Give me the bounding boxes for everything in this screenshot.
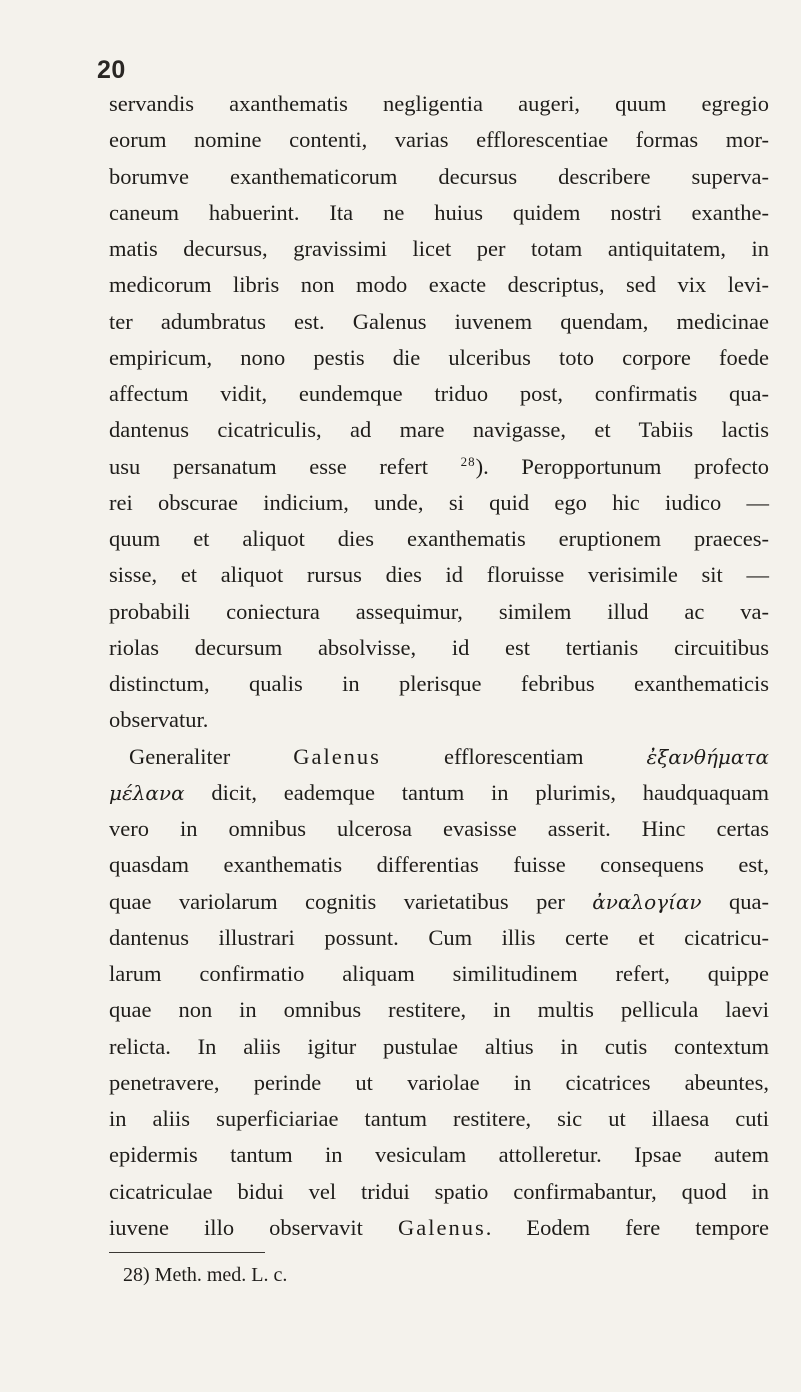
text-line xyxy=(109,775,769,811)
text-line: quum et aliquot dies exanthematis eruptionem praeces- xyxy=(109,526,769,551)
text-segment: ). Peropportunum profecto xyxy=(475,453,769,479)
paragraph-start-line xyxy=(109,739,769,775)
text-line: affectum vidit, eundemque triduo post, confirmatis qua- xyxy=(109,381,769,406)
text-line: medicorum libris non modo exacte descriptus, sed vix levi- xyxy=(109,272,769,298)
text-line: penetravere, perinde ut variolae in cicatrices abeuntes, xyxy=(109,1069,769,1095)
text-segment: efflorescentiam xyxy=(380,743,647,769)
text-line: distinctum, qualis in plerisque febribus exanthematicis xyxy=(109,671,769,696)
text-line: quasdam exanthematis differentias fuisse consequens est, xyxy=(109,852,769,878)
text-line: quae non in omnibus restitere, in multis pellicula laevi xyxy=(109,997,769,1023)
author-name: Galenus xyxy=(397,1214,486,1240)
text-line: sisse, et aliquot rursus dies id floruisse verisimile sit — xyxy=(109,562,769,588)
text-line xyxy=(109,884,769,920)
text-segment: . Eodem fere tempore xyxy=(485,1214,769,1240)
greek-term: μέλανα xyxy=(109,780,185,805)
paragraph-end-line: observatur. xyxy=(109,707,209,733)
text-segment: iuvene illo observavit xyxy=(109,1214,398,1240)
text-line: rei obscurae indicium, unde, si quid ego hic iudico — xyxy=(109,489,769,515)
text-line: servandis axanthematis negligentia augeri, quum egregio xyxy=(109,91,769,116)
text-segment: quae variolarum cognitis varietatibus per xyxy=(109,888,593,914)
text-line: vero in omnibus ulcerosa evasisse asserit. Hinc certas xyxy=(109,816,769,841)
text-line: matis decursus, gravissimi licet per totam antiquitatem, in xyxy=(109,236,769,261)
author-name: Galenus xyxy=(293,743,381,769)
text-segment: qua- xyxy=(701,888,769,914)
greek-term: ἀναλογίαν xyxy=(592,889,702,914)
footnote-divider xyxy=(109,1252,265,1253)
text-line: empiricum, nono pestis die ulceribus toto corpore foede xyxy=(109,344,769,370)
text-line: ter adumbratus est. Galenus iuvenem quendam, medicinae xyxy=(109,308,769,334)
text-line: probabili coniectura assequimur, similem illud ac va- xyxy=(109,598,769,624)
text-segment: Generaliter xyxy=(129,743,294,769)
text-line: dantenus cicatriculis, ad mare navigasse, et Tabiis lactis xyxy=(109,417,769,443)
text-line: cicatriculae bidui vel tridui spatio confirmabantur, quod in xyxy=(109,1178,769,1204)
text-line: larum confirmatio aliquam similitudinem refert, quippe xyxy=(109,961,769,986)
footnote-reference: 28 xyxy=(460,453,476,469)
footnote: 28) Meth. med. L. c. xyxy=(123,1264,288,1286)
text-segment: usu persanatum esse refert xyxy=(109,453,461,479)
text-line: caneum habuerint. Ita ne huius quidem nostri exanthe- xyxy=(109,199,769,225)
text-line: relicta. In aliis igitur pustulae altius in cutis contextum xyxy=(109,1033,769,1059)
text-line: eorum nomine contenti, varias efflorescentiae formas mor- xyxy=(109,127,769,153)
text-line: dantenus illustrari possunt. Cum illis certe et cicatricu- xyxy=(109,924,769,950)
greek-term: ἐξανθήματα xyxy=(646,744,769,769)
text-line: epidermis tantum in vesiculam attolleretur. Ipsae autem xyxy=(109,1142,769,1168)
text-line-with-footnote-ref xyxy=(109,449,769,485)
body-text xyxy=(109,86,769,1246)
page-number: 20 xyxy=(97,56,126,84)
text-line: borumve exanthematicorum decursus describere superva- xyxy=(109,163,769,189)
text-line: in aliis superficiariae tantum restitere, sic ut illaesa cuti xyxy=(109,1106,769,1131)
text-segment: dicit, eademque tantum in plurimis, haudquaquam xyxy=(184,779,769,805)
text-line xyxy=(109,1210,769,1246)
text-line: riolas decursum absolvisse, id est tertianis circuitibus xyxy=(109,634,769,660)
